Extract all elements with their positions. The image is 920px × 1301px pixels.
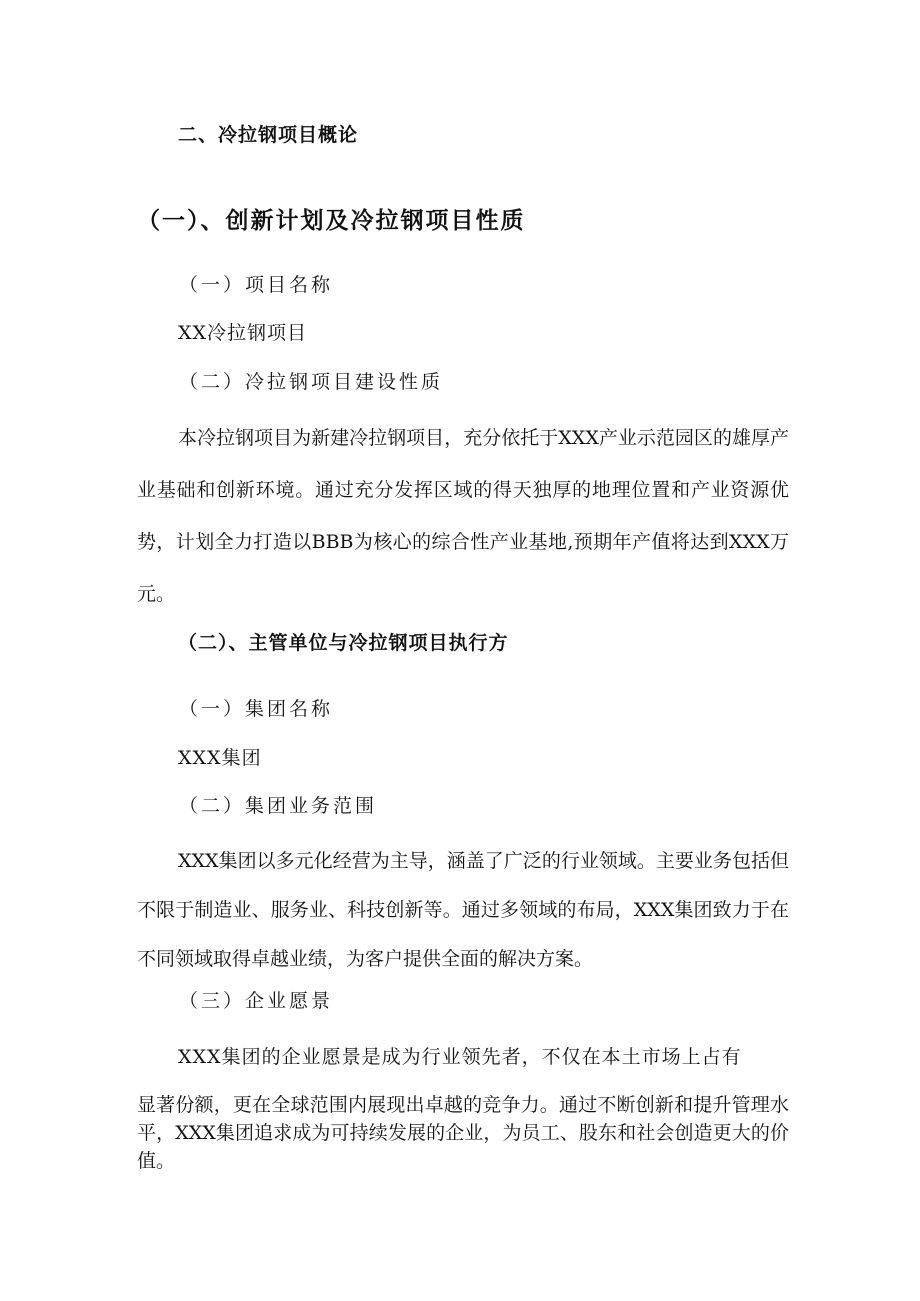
vision-paragraph-first-line: XXX集团的企业愿景是成为行业领先者，不仅在本土市场上占有 — [178, 1046, 742, 1068]
part-two-heading: （二）、主管单位与冷拉钢项目执行方 — [178, 632, 509, 654]
business-scope-paragraph: XXX集团以多元化经营为主导，涵盖了广泛的行业领域。主要业务包括但不限于制造业、服务业、科技创新等。通过多领域的布局，XXX集团致力于在不同领域取得卓越业绩，为客户提供全面的解决方案。 — [137, 850, 789, 970]
vision-paragraph-rest: 显著份额，更在全球范围内展现出卓越的竞争力。通过不断创新和提升管理水平，XXX集团追求成为可持续发展的企业，为员工、股东和社会创造更大的价值。 — [137, 1094, 789, 1172]
project-name-value: XX冷拉钢项目 — [178, 322, 308, 344]
vision-heading: （三）企业愿景 — [179, 990, 334, 1012]
part-one-heading: （一）、创新计划及冷拉钢项目性质 — [137, 207, 526, 234]
project-name-heading: （一）项目名称 — [179, 274, 334, 296]
section-title: 二、冷拉钢项目概论 — [178, 124, 359, 146]
group-name-heading: （一）集团名称 — [179, 698, 334, 720]
business-scope-heading: （二）集团业务范围 — [179, 795, 378, 817]
group-name-value: XXX集团 — [178, 747, 262, 769]
project-nature-paragraph: 本冷拉钢项目为新建冷拉钢项目，充分依托于XXX产业示范园区的雄厚产业基础和创新环境。通过充分发挥区域的得天独厚的地理位置和产业资源优势，计划全力打造以BBB为核心的综合性产业基地,预期年产值将达到XXX万元。 — [137, 427, 789, 605]
project-nature-heading: （二）冷拉钢项目建设性质 — [179, 371, 444, 393]
